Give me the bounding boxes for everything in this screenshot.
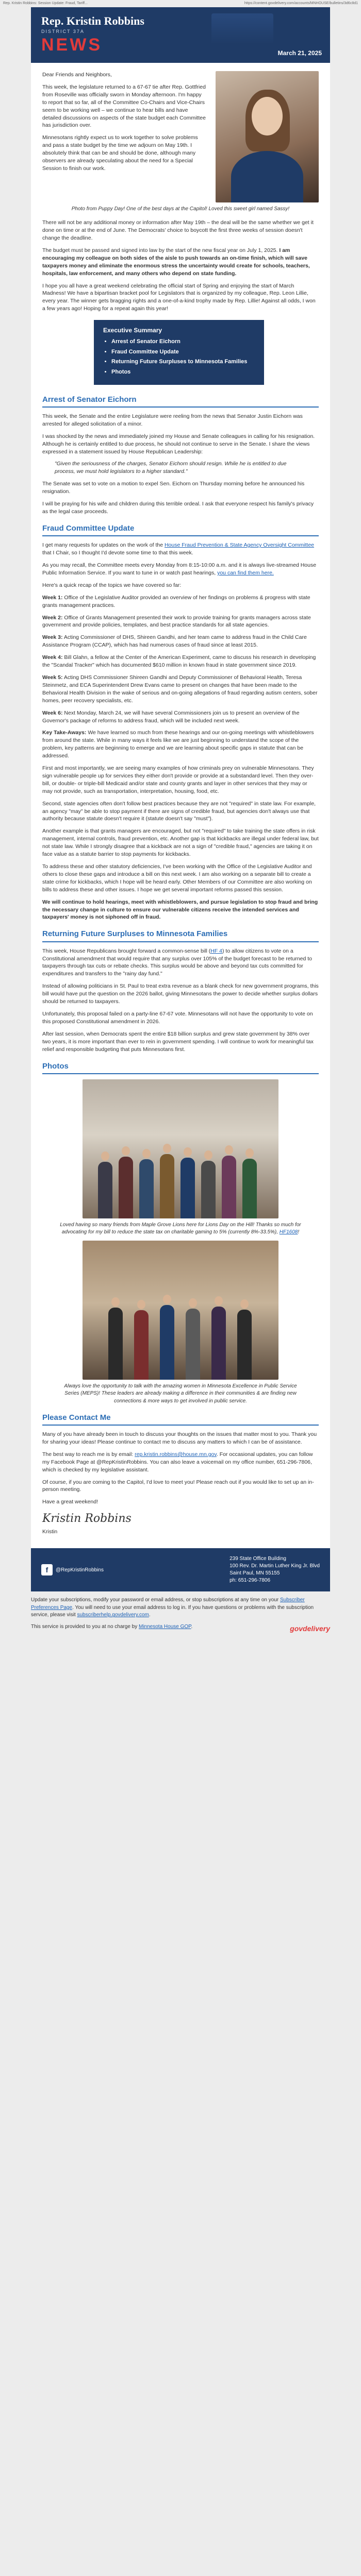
eichorn-p1: This week, the Senate and the entire Legislature were reeling from the news that Senator Justin Eichorn was arrested for alleged solicitation of a minor. (42, 413, 303, 427)
summary-item[interactable]: • Returning Future Surpluses to Minnesota Families (111, 358, 255, 366)
section-title-eichorn: Arrest of Senator Eichorn (42, 394, 319, 408)
facebook-handle[interactable]: @RepKristinRobbins (56, 1567, 104, 1573)
newsletter (31, 7, 330, 1591)
contact-p1: Many of you have already been in touch to discuss your thoughts on the issues that matter most to you. Thank you for sharing your ideas! Please continue to contact me to discuss any matters to which I can be of assistance. (42, 1431, 317, 1445)
subscriber-help-link[interactable]: subscriberhelp.govdelivery.com (77, 1612, 149, 1618)
govdelivery-logo: govdelivery (290, 1624, 330, 1633)
intro-section (42, 71, 319, 202)
header-title: Rep. Kristin Robbins (41, 14, 144, 27)
fraud-week: Week 2: Office of Grants Management presented their work to provide training for grants managers across state government and provide policies, templates, and best practice standards for all state agencies. (42, 614, 311, 629)
signature: Kristin Robbins (42, 1512, 132, 1526)
fraud-p6: Another example is that grants managers are encouraged, but not "required" to take training the state offers in risk management, internal controls, fraud prevention, etc. Another gap is that kickbacks are illegal under federal law, but not state law. While I strongly disagree that a kickback are not a sign of "credible fraud," agencies are taking it on face value as a statute barrier to stop payments for kickbacks. (42, 828, 319, 858)
fraud-p7: To address these and other statutory deficiencies, I've been working with the Office of the Legislative Auditor and others to close these gaps and introduce a bill on this next week. I am also working on a separate bill to create a state crime for kickbacks, which I hope will be heard early. Other Members of our Committee are also working on bills to address these and other issues. I hope we get several important reforms passed this session. (42, 863, 312, 893)
section-title-contact: Please Contact Me (42, 1412, 319, 1426)
header-district: DISTRICT 37A (41, 29, 85, 34)
photo2-caption: Always love the opportunity to talk with the amazing women in Minnesota Excellence in Public Service Series (MEPS)! These leaders are already making a difference in their communities & are finding new connections & more ways to get involved in public service. (64, 1383, 297, 1404)
house-gop-link[interactable]: Minnesota House GOP (139, 1623, 191, 1630)
summary-item[interactable]: • Photos (111, 368, 255, 377)
surplus-p2: Instead of allowing politicians in St. Paul to treat extra revenue as a blank check for new government programs, this bill would have put the question on the 2026 ballot, giving Minnesotans the power to decide whether surplus dollars should be returned to taxpayers. (42, 983, 319, 1005)
fraud-week: Week 4: Bill Glahn, a fellow at the Center of the American Experiment, came to discuss his research in developing the "Scandal Tracker" which has documented $610 million in known fraud in state government since 2019. (42, 654, 316, 669)
header-date: March 21, 2025 (277, 49, 322, 57)
contact-name: Kristin (42, 1528, 58, 1535)
topline-right: https://content.govdelivery.com/accounts/MNHOUSE/bulletins/3d6c8d1 (244, 2, 358, 5)
surplus-p3: Unfortunately, this proposal failed on a party-line 67-67 vote. Minnesotans will not have the opportunity to vote on this proposed Constitutional amendment in 2026. (42, 1010, 313, 1025)
photo1-caption: Loved having so many friends from Maple Grove Lions here for Lions Day on the Hill! Thanks so much for advocating for my bill to reduce the state tax on charitable gaming to 5% (currently 8%-33.5%), HF1608! (60, 1222, 301, 1235)
fraud-p8: We will continue to hold hearings, meet with whistleblowers, and pursue legislation to stop fraud and bring the necessary change in culture to ensure our vulnerable citizens receive the intended services and taxpayers' money is not siphoned off in fraud. (42, 899, 318, 921)
section-title-photos: Photos (42, 1061, 319, 1074)
surplus-p1: This week, House Republicans brought forward a common-sense bill (HF 4) to allow citizens to vote on a Constitutional amendment that would require that any surplus over 105% of the budget forecast to be returned to taxpayers through tax cuts or rebate checks. This surplus would be above and beyond tax cuts committed for expenditures and transfers to the "rainy day fund." (42, 947, 312, 977)
intro-p4: I hope you all have a great weekend celebrating the official start of Spring and enjoying the start of March Madness! We have a bipartisan bracket pool for Legislators that is organized by my colleague, Rep. Leon Lillie, every year. The winner gets bragging rights and a one-of-a-kind trophy made by Rep. Lillie! Against all odds, I won a few years ago! Hoping for a repeat again this year! (42, 282, 316, 312)
fraud-takeaways: Key Take-Aways: We have learned so much from these hearings and our on-going meetings with whistleblowers from around the state. While in many ways it feels like we are just beginning to understand the scope of the problem, key patterns are beginning to emerge and we are learning about specific gaps in statute that can be addressed. (42, 730, 314, 759)
header-news: NEWS (41, 35, 102, 55)
meps-photo (83, 1241, 278, 1380)
past-hearings-link[interactable]: you can find them here. (217, 569, 274, 576)
newsletter-body (31, 63, 330, 1548)
lions-day-photo (83, 1079, 278, 1218)
subscription-footer: Update your subscriptions, modify your password or email address, or stop subscriptions at any time on your Subscriber Preferences Page. You will need to use your email address to log in. If you have questions or problems with the subscription service, please visit subscriberhelp.govdelivery.com. This service is provided to you at no charge by Minnesota House GOP. govdelivery (31, 1591, 330, 1636)
flag-graphic (211, 13, 273, 44)
hf1608-link[interactable]: HF1608 (279, 1229, 298, 1235)
intro-p3a: There will not be any additional money or information after May 19th – the deal will be the same whether we get it done on time or at the end of June. The Democrats' choice to boycott the first three weeks of session doesn't change the deadline. (42, 219, 314, 241)
greeting: Dear Friends and Neighbors, (42, 72, 112, 78)
fraud-p5: Second, state agencies often don't follow best practices because they are not "required" in state law. For example, an agency "may" be able to stop payment if there are signs of credible fraud, but agencies don't always use that authority because statute doesn't require it (statute doesn't say "must"). (42, 800, 316, 822)
fraud-week: Week 5: Acting DHS Commissioner Shireen Gandhi and Deputy Commissioner of Behavioral Health, Teresa Steinmetz, and ECA Superintendent Drew Evans came to present on changes that have been made to the Behavioral Health Division in the wake of serious and on-going allegations of fraud regarding autism centers, sober homes, peer recovery specialists, etc. (42, 674, 318, 704)
eichorn-p4: I will be praying for his wife and children during this terrible ordeal. I ask that everyone respect his family's privacy as the legal case proceeds. (42, 501, 314, 515)
eichorn-quote: "Given the seriousness of the charges, Senator Eichorn should resign. While he is entitled to due process, we must hold legislators to a higher standard." (55, 461, 287, 475)
intro-p2: Minnesotans rightly expect us to work together to solve problems and pass a state budget by the time we adjourn on May 19th. I absolutely think that can be and should be done, although many observers are already speculating about the need for a Special Session to finish our work. (42, 134, 198, 172)
summary-title: Executive Summary (103, 327, 162, 334)
contact-p4: Have a great weekend! (42, 1499, 98, 1505)
section-title-surplus: Returning Future Surpluses to Minnesota Families (42, 928, 319, 942)
office-address: 239 State Office Building 100 Rev. Dr. Martin Luther King Jr. Blvd Saint Paul, MN 55155 ph: 651-296-7806 (229, 1556, 320, 1584)
portrait-photo (216, 71, 319, 202)
fraud-committee-link[interactable]: House Fraud Prevention & State Agency Oversight Committee (164, 542, 315, 549)
summary-item[interactable]: • Arrest of Senator Eichorn (111, 338, 255, 346)
fraud-p2: As you may recall, the Committee meets every Monday from 8:15-10:00 a.m. and it is always live-streamed House Public Information Service. If you want to tune in or watch past hearings, you can find them here. (42, 562, 317, 576)
surplus-p4: After last session, when Democrats spent the entire $18 billion surplus and grew state government by 38% over two years, it is more important than ever to rein in government spending. I will continue to work for meaningful tax relief and responsible budgeting that puts Minnesotans first. (42, 1030, 314, 1053)
email-link[interactable]: rep.kristin.robbins@house.mn.gov (135, 1451, 217, 1458)
intro-p1: This week, the legislature returned to a 67-67 tie after Rep. Gottfried from Roseville was officially sworn in Monday afternoon. I'm happy to report that so far, all of the Committee Co-Chairs and Vice-Chairs seem to be working well – we continue to hear bills and have detailed discussions on aspects of the state budget each Committee has jurisdiction over. (42, 83, 206, 129)
intro-p3-bold: I am encouraging my colleague on both sides of the aisle to push towards an on-time finish, which will save taxpayers money and eliminate the enormous stress the uncertainty would create for schools, teachers, hospitals, law enforcement, and many others who depend on state funding. (42, 247, 310, 277)
section-title-fraud: Fraud Committee Update (42, 523, 319, 536)
newsletter-header (31, 7, 330, 63)
fraud-week: Week 3: Acting Commissioner of DHS, Shireen Gandhi, and her team came to address fraud in the Child Care Assistance Program (CCAP), which has had numerous cases of fraud since at least 2015. (42, 634, 307, 649)
contact-p2: The best way to reach me is by email: rep.kristin.robbins@house.mn.gov. For occasional updates, you can follow my Facebook Page at @RepKristinRobbins. You can also leave a voicemail on my office number, 651-296-7806, which is checked by my legislative assistant. (42, 1451, 313, 1473)
summary-item[interactable]: • Fraud Committee Update (111, 348, 255, 357)
contact-p3: Of course, if you are coming to the Capitol, I'd love to meet you! Please reach out if you would like to set up an in-person meeting. (42, 1479, 314, 1493)
fraud-p1: I get many requests for updates on the work of the House Fraud Prevention & State Agency Oversight Committee that I Chair, so I thought I'd devote some time to that this week. (42, 542, 315, 556)
subscriber-preferences-link[interactable]: Subscriber Preferences Page (31, 1597, 305, 1611)
eichorn-p2: I was shocked by the news and immediately joined my House and Senate colleagues in calling for his resignation. Although he is certainly entitled to due process, he should not continue to serve in the Senate. I share the views expressed in a statement issued by House Republican Leadership: (42, 433, 315, 455)
fraud-p3: Here's a quick recap of the topics we have covered so far: (42, 582, 182, 588)
intro-p3b: The budget must be passed and signed into law by the start of the new fiscal year on July 1, 2025. I am encouraging my colleague on both sides of the aisle to push towards an on-time finish, which will save taxpayers money and eliminate the enormous stress the uncertainty would create for schools, teachers, hospitals, law enforcement, and many others who depend on state funding. (42, 247, 310, 277)
executive-summary (94, 320, 264, 384)
portrait-caption: Photo from Puppy Day! One of the best days at the Capitol! Loved this sweet girl named Sassy! (71, 206, 290, 212)
fraud-week: Week 1: Office of the Legislative Auditor provided an overview of her findings on problems & progress with state grants management practices. (42, 594, 310, 608)
facebook-link[interactable] (41, 1564, 104, 1575)
browser-topline (0, 0, 361, 7)
fraud-p4: First and most importantly, we are seeing many examples of how criminals prey on vulnerable Minnesotans. They sign vulnerable people up for services they either don't provide or provide at a substandard level. Then they over-bill, or double- or triple-bill Medicaid and/or state and county grants and layer in other services that they may or may not provide, such as transportation, interpretation, housing, food, etc. (42, 765, 314, 794)
topline-left: Rep. Kristin Robbins: Session Update: Fraud, Tariff... (3, 2, 88, 5)
facebook-icon: f (41, 1564, 53, 1575)
hf4-link[interactable]: HF 4 (210, 947, 222, 954)
eichorn-p3: The Senate was set to vote on a motion to expel Sen. Eichorn on Thursday morning before he announced his resignation. (42, 481, 305, 495)
fraud-week: Week 6: Next Monday, March 24, we will have several Commissioners join us to present an overview of the Governor's package of reforms to address fraud, which will be included next week. (42, 709, 300, 724)
newsletter-footer (31, 1548, 330, 1591)
